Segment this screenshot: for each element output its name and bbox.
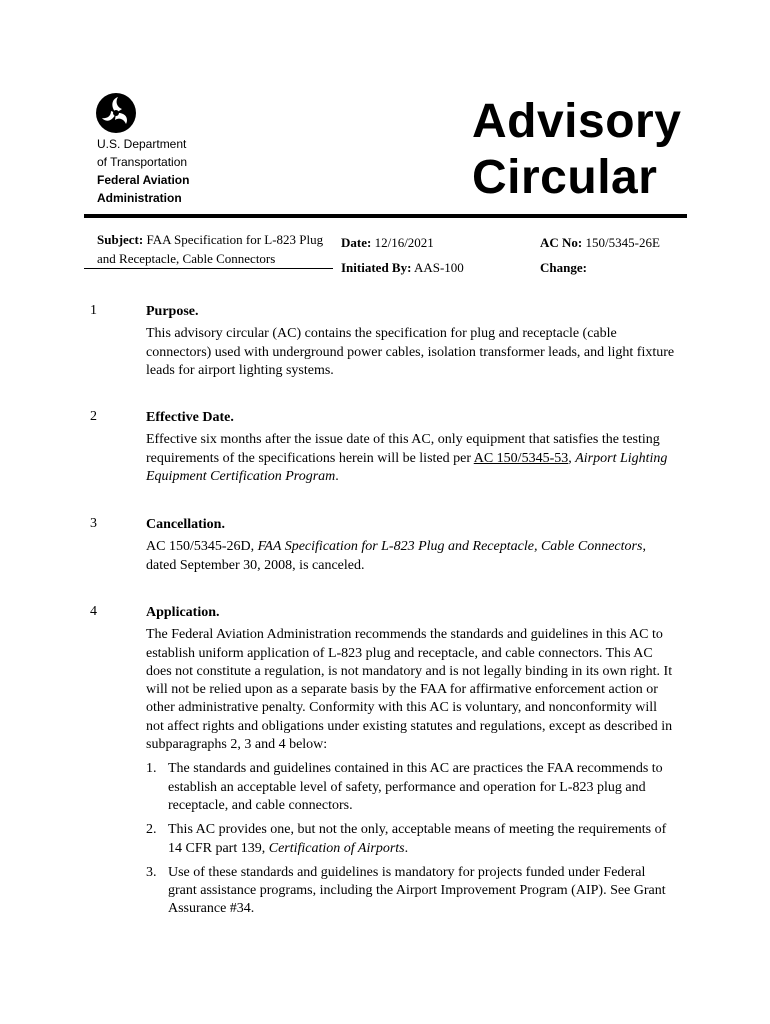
- dept-line: Federal Aviation: [97, 173, 190, 187]
- title-line: Advisory: [472, 95, 682, 148]
- dot-logo-icon: [96, 93, 136, 133]
- italic-title: Certification of Airports: [268, 840, 405, 856]
- subject-value: FAA Specification for L-823 Plug and Receptacle, Cable Connectors: [97, 232, 324, 266]
- list-item: 3. Use of these standards and guidelines is mandatory for projects funded under Federal grant assistance programs, including the Airport Improvement Program (AIP). See Grant Assurance #34.: [146, 864, 666, 917]
- section-number: 1: [90, 303, 97, 318]
- initiated-label: Initiated By:: [341, 260, 412, 275]
- department-block: [97, 135, 189, 207]
- section-number: 2: [90, 409, 97, 424]
- list-item: 2. This AC provides one, but not the only, acceptable means of meeting the requirements of 14 CFR part 139, Certification of Airports.: [146, 822, 667, 856]
- header-divider: [84, 214, 687, 218]
- date-block: [341, 230, 464, 280]
- section-application: [146, 604, 676, 925]
- change-label: Change:: [540, 260, 587, 275]
- section-number: 3: [90, 516, 97, 531]
- section-heading: Application.: [146, 605, 220, 620]
- section-heading: Cancellation.: [146, 517, 225, 532]
- dept-line: of Transportation: [97, 155, 188, 169]
- subparagraph-list: [146, 760, 676, 918]
- section-body: Effective six months after the issue date of this AC, only equipment that satisfies the testing requirements of the specifications herein will be listed per AC 150/5345-53, Airport Lighting Equipment Certification Program.: [146, 432, 668, 484]
- section-heading: Effective Date.: [146, 410, 234, 425]
- ac-no-label: AC No:: [540, 235, 583, 250]
- dept-line: U.S. Department: [97, 137, 187, 151]
- section-body: AC 150/5345-26D, FAA Specification for L-823 Plug and Receptacle, Cable Connectors, dated September 30, 2008, is canceled.: [146, 539, 646, 573]
- section-heading: Purpose.: [146, 304, 199, 319]
- initiated-value: AAS-100: [413, 260, 464, 275]
- ac-reference-link[interactable]: AC 150/5345-53: [473, 450, 569, 466]
- italic-title: Airport Lighting Equipment Certification Program: [146, 450, 668, 484]
- ac-no-value: 150/5345-26E: [585, 235, 660, 250]
- document-title: [472, 94, 681, 206]
- italic-title: FAA Specification for L-823 Plug and Receptacle, Cable Connectors: [257, 539, 643, 555]
- subject-label: Subject:: [97, 232, 144, 247]
- section-purpose: [146, 303, 676, 380]
- section-number: 4: [90, 604, 97, 619]
- ac-number-block: [540, 230, 660, 280]
- list-item: 1. The standards and guidelines contained in this AC are practices the FAA recommends to establish an acceptable level of safety, performance and operation for L-823 plug and receptacle, and cable connectors.: [146, 761, 663, 813]
- date-value: 12/16/2021: [374, 235, 434, 250]
- subject-underline: [84, 268, 333, 269]
- section-cancellation: [146, 516, 676, 575]
- section-effective-date: [146, 409, 676, 486]
- title-line: Circular: [472, 151, 658, 204]
- section-body: This advisory circular (AC) contains the specification for plug and receptacle (cable connectors) used with underground power cables, isolation transformer leads, and light fixture leads for airport lighting systems.: [146, 326, 675, 378]
- dept-line: Administration: [97, 191, 182, 205]
- subject-block: [97, 230, 337, 268]
- section-body: The Federal Aviation Administration recommends the standards and guidelines in this AC to establish uniform application of L-823 plug and receptacle, and cable connectors. This AC does not constitute a regulation, is not mandatory and is not legally binding in its own right. It will not be relied upon as a separate basis by the FAA for affirmative enforcement action or other administrative penalty. Conformity with this AC is voluntary, and nonconformity will not affect rights and obligations under existing statutes and regulations, except as described in subparagraphs 2, 3 and 4 below:: [146, 627, 673, 753]
- date-label: Date:: [341, 235, 372, 250]
